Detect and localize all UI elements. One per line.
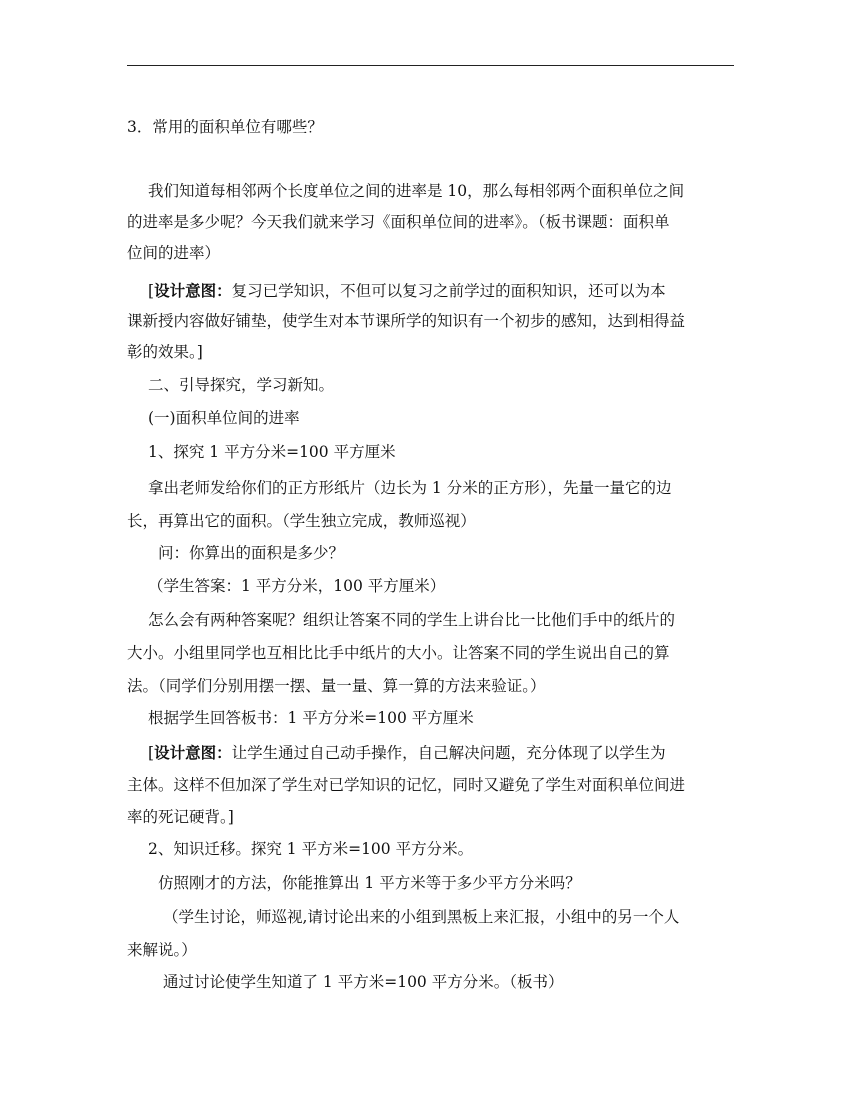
discussion-line-2: 大小。小组里同学也互相比比手中纸片的大小。让答案不同的学生说出自己的算 bbox=[127, 644, 670, 662]
intro-line-1: 我们知道每相邻两个长度单位之间的进率是 10，那么每相邻两个面积单位之间 bbox=[148, 182, 685, 200]
subsection-heading: (一)面积单位间的进率 bbox=[148, 409, 300, 427]
step-2-discussion-line-1: （学生讨论，师巡视,请讨论出来的小组到黑板上来汇报，小组中的另一个人 bbox=[163, 908, 680, 926]
design-intent-label: 设计意图： bbox=[154, 281, 232, 300]
header-rule bbox=[127, 65, 734, 66]
activity-line-1: 拿出老师发给你们的正方形纸片（边长为 1 分米的正方形），先量一量它的边 bbox=[148, 479, 672, 497]
design-intent-text-2: 让学生通过自己动手操作，自己解决问题，充分体现了以学生为 bbox=[231, 744, 666, 762]
step-1-heading: 1、探究 1 平方分米=100 平方厘米 bbox=[148, 443, 396, 461]
step-2-conclusion: 通过讨论使学生知道了 1 平方米=100 平方分米。（板书） bbox=[163, 973, 564, 991]
section-heading: 二、引导探究，学习新知。 bbox=[148, 376, 335, 394]
design-intent-2-line-3: 率的死记硬背。] bbox=[127, 808, 234, 826]
design-intent-1-line-1 bbox=[148, 279, 758, 303]
design-intent-2-line-2: 主体。这样不但加深了学生对已学知识的记忆，同时又避免了学生对面积单位间进 bbox=[127, 776, 686, 794]
bracket-open-2: [ bbox=[148, 744, 155, 762]
question-line: 问：你算出的面积是多少？ bbox=[158, 544, 345, 562]
design-intent-2-line-1 bbox=[148, 741, 758, 765]
bracket-open: [ bbox=[148, 282, 155, 300]
step-2-heading: 2、知识迁移。探究 1 平方米=100 平方分米。 bbox=[148, 840, 474, 858]
design-intent-1-line-2: 课新授内容做好铺垫，使学生对本节课所学的知识有一个初步的感知，达到相得益 bbox=[127, 312, 686, 330]
discussion-line-1: 怎么会有两种答案呢？组织让答案不同的学生上讲台比一比他们手中的纸片的 bbox=[148, 611, 676, 629]
question-3: 3．常用的面积单位有哪些？ bbox=[127, 118, 323, 136]
discussion-line-3: 法。（同学们分别用摆一摆、量一量、算一算的方法来验证。） bbox=[127, 677, 546, 695]
step-2-question: 仿照刚才的方法，你能推算出 1 平方米等于多少平方分米吗？ bbox=[158, 874, 581, 892]
intro-line-3: 位间的进率） bbox=[127, 244, 221, 262]
board-note-1: 根据学生回答板书：1 平方分米=100 平方厘米 bbox=[148, 709, 474, 727]
design-intent-text: 复习已学知识，不但可以复习之前学过的面积知识，还可以为本 bbox=[231, 282, 666, 300]
intro-line-2: 的进率是多少呢？今天我们就来学习《面积单位间的进率》。（板书课题：面积单 bbox=[127, 213, 670, 231]
activity-line-2: 长，再算出它的面积。（学生独立完成，教师巡视） bbox=[127, 512, 476, 530]
step-2-discussion-line-2: 来解说。） bbox=[127, 941, 197, 959]
design-intent-label-2: 设计意图： bbox=[154, 743, 232, 762]
design-intent-1-line-3: 彰的效果。] bbox=[127, 343, 203, 361]
student-answer: （学生答案：1 平方分米，100 平方厘米） bbox=[148, 577, 446, 595]
